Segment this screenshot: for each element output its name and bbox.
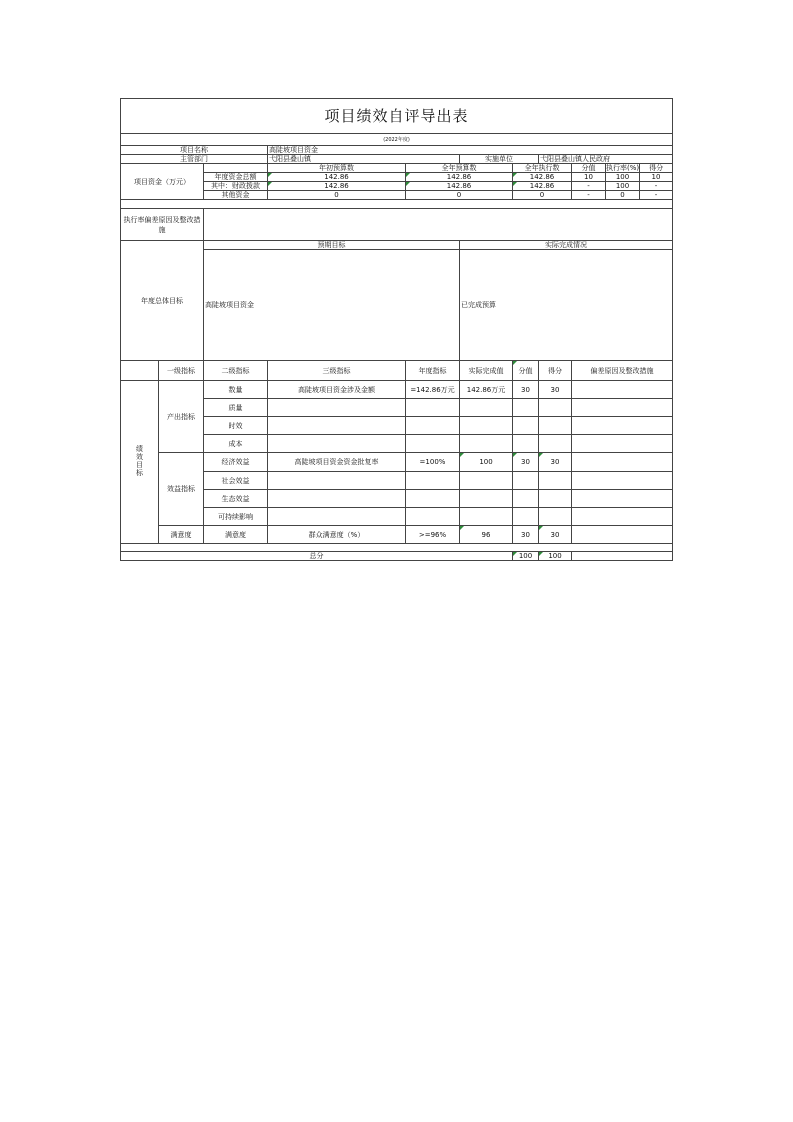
score-value-cell [513,417,539,435]
spacer-row [121,200,673,209]
target-cell [406,399,460,417]
target-cell: >=96% [406,526,460,544]
project-name-label: 项目名称 [121,146,268,155]
deviation-cell [572,417,673,435]
score-value-cell: 30 [513,526,539,544]
funds-header: 全年预算数 [406,164,513,173]
impl-unit-label: 实施单位 [460,155,539,164]
impl-unit-value: 弋阳县叠山镇人民政府 [539,155,673,164]
l3-cell [268,399,406,417]
l2-cell: 生态效益 [204,490,268,508]
funds-cell: - [654,191,658,199]
score-cell [539,399,572,417]
funds-cell: - [572,191,606,199]
l3-cell [268,508,406,526]
indicator-header: 偏差原因及整改措施 [572,361,673,381]
year-note: (2022年度) [121,134,673,146]
l3-cell: 高陡坡项目资金涉及金额 [268,381,406,399]
l2-cell: 可持续影响 [204,508,268,526]
funds-cell: - [572,182,606,190]
funds-cell: 142.86 [406,173,513,182]
funds-row-label: 其中：财政拨款 [204,182,268,191]
deviation-value [204,209,673,241]
deviation-cell [572,399,673,417]
total-score: 100 [539,552,572,561]
satisfaction-label: 满意度 [159,526,204,544]
deviation-cell [572,526,673,544]
actual-goal-text: 已完成预算 [460,250,673,361]
funds-cell: 142.86 [513,182,572,191]
target-cell [406,435,460,453]
actual-cell: 100 [460,453,513,472]
funds-cell: 142.86 [268,173,406,182]
indicator-header: 分值 [513,361,539,381]
deviation-label: 执行率偏差原因及整改措施 [121,209,204,241]
l3-cell: 高陡坡项目资金资金批复率 [268,453,406,472]
score-cell [539,435,572,453]
indicator-header: 实际完成值 [460,361,513,381]
target-cell [406,472,460,490]
total-value: 100 [513,552,539,561]
score-value-cell: 30 [513,453,539,472]
spacer-row [121,544,673,552]
funds-cell: 0 [268,191,406,200]
indicator-header: 三级指标 [268,361,406,381]
l2-cell: 数量 [204,381,268,399]
target-cell [406,508,460,526]
deviation-cell [572,381,673,399]
score-cell [539,472,572,490]
actual-cell [460,435,513,453]
funds-cell: - [654,182,658,190]
funds-cell: 0 [513,191,572,200]
actual-cell [460,490,513,508]
deviation-cell [572,435,673,453]
total-label: 总分 [121,552,513,561]
funds-header: 全年执行数 [513,164,572,173]
dept-value: 弋阳县叠山镇 [268,155,460,164]
indicator-header: 年度指标 [406,361,460,381]
score-value-cell [513,435,539,453]
l3-cell [268,490,406,508]
score-cell: 30 [539,381,572,399]
l3-cell [268,472,406,490]
funds-cell: 142.86 [268,182,406,191]
actual-goal-header: 实际完成情况 [460,241,673,250]
score-cell [539,490,572,508]
target-cell [406,490,460,508]
actual-cell [460,417,513,435]
indicator-header: 二级指标 [204,361,268,381]
indicator-corner [121,361,159,381]
benefit-label: 效益指标 [159,453,204,526]
l3-cell [268,417,406,435]
funds-cell: 142.86 [406,182,513,191]
l3-cell [268,435,406,453]
l2-cell: 成本 [204,435,268,453]
funds-corner [204,164,268,173]
funds-label: 项目资金（万元） [121,164,204,200]
funds-cell: 0 [606,191,640,199]
funds-cell: 100 [606,173,640,181]
deviation-cell [572,490,673,508]
dept-label: 主管部门 [121,155,268,164]
deviation-cell [572,472,673,490]
l2-cell: 时效 [204,417,268,435]
l2-cell: 质量 [204,399,268,417]
evaluation-sheet [120,98,672,561]
actual-cell [460,508,513,526]
score-value-cell [513,490,539,508]
actual-cell [460,472,513,490]
funds-cell: 10 [572,173,606,181]
target-cell [406,417,460,435]
score-value-cell [513,399,539,417]
funds-header: 年初预算数 [268,164,406,173]
actual-cell: 142.86万元 [460,381,513,399]
funds-cell: 100 [606,182,640,190]
funds-cell: 0 [406,191,513,200]
funds-cell: 142.86 [513,173,572,182]
output-label: 产出指标 [159,381,204,453]
indicator-header: 一级指标 [159,361,204,381]
project-name-value: 高陡坡项目资金 [268,146,673,155]
funds-header: 得分 [649,164,664,172]
funds-header: 执行率(%) [606,164,640,172]
score-value-cell [513,472,539,490]
score-value-cell [513,508,539,526]
l2-cell: 社会效益 [204,472,268,490]
target-cell: =142.86万元 [406,381,460,399]
expected-goal-text: 高陡坡项目资金 [204,250,460,361]
score-value-cell: 30 [513,381,539,399]
deviation-cell [572,508,673,526]
funds-row-label: 年度资金总额 [204,173,268,182]
expected-goal-header: 预期目标 [204,241,460,250]
score-cell [539,508,572,526]
score-cell: 30 [539,526,572,544]
funds-row-label: 其他资金 [204,191,268,200]
funds-header: 分值 [572,164,606,172]
page-title: 项目绩效自评导出表 [121,99,673,134]
l2-cell: 经济效益 [204,453,268,472]
target-cell: =100% [406,453,460,472]
evaluation-table [120,98,673,561]
score-cell: 30 [539,453,572,472]
annual-goal-label: 年度总体目标 [121,241,204,361]
total-deviation [572,552,673,561]
score-cell [539,417,572,435]
funds-cell: 10 [651,173,661,181]
actual-cell [460,399,513,417]
deviation-cell [572,453,673,472]
indicator-header: 得分 [539,361,572,381]
perf-label: 绩效目标 [135,445,144,477]
perf-label-cell [121,381,159,544]
actual-cell: 96 [460,526,513,544]
l2-cell: 满意度 [204,526,268,544]
l3-cell: 群众满意度（%） [268,526,406,544]
